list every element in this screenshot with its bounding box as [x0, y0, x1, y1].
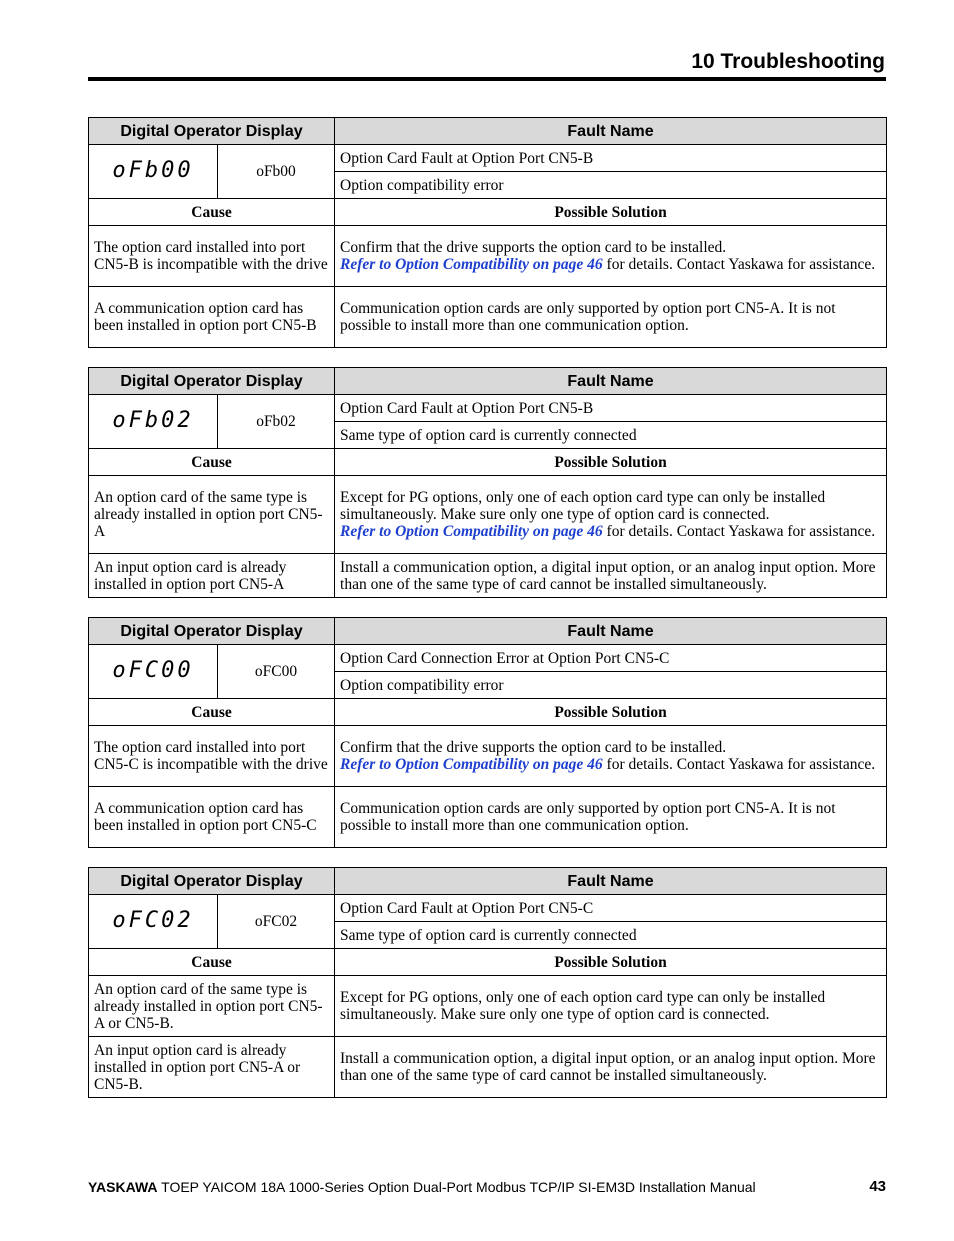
fault-table-ofb00	[88, 117, 887, 348]
col-header-display: Digital Operator Display	[89, 118, 335, 145]
page-footer	[88, 1179, 886, 1195]
solution-cell: Communication option cards are only supported by option port CN5-A. It is not possible to install more than one communication option.	[335, 287, 887, 348]
segment-display: oFC02	[89, 895, 218, 949]
page-reference-link[interactable]: Refer to Option Compatibility on page 46	[340, 756, 603, 773]
col-header-cause: Cause	[89, 949, 335, 976]
fault-code: oFC00	[218, 645, 335, 699]
fault-table-ofb02	[88, 367, 887, 598]
fault-code: oFb02	[218, 395, 335, 449]
fault-code: oFC02	[218, 895, 335, 949]
fault-name: Option Card Fault at Option Port CN5-C	[335, 895, 887, 922]
cause-cell: An input option card is already installed in option port CN5-A	[89, 554, 335, 598]
section-title: 10 Troubleshooting	[691, 50, 885, 73]
fault-name: Option Card Connection Error at Option Port CN5-C	[335, 645, 887, 672]
fault-detail: Same type of option card is currently connected	[335, 922, 887, 949]
col-header-display: Digital Operator Display	[89, 368, 335, 395]
cause-cell: A communication option card has been installed in option port CN5-B	[89, 287, 335, 348]
col-header-fault-name: Fault Name	[335, 368, 887, 395]
page-reference-link[interactable]: Refer to Option Compatibility on page 46	[340, 523, 603, 540]
col-header-cause: Cause	[89, 449, 335, 476]
segment-display: oFb02	[89, 395, 218, 449]
fault-name: Option Card Fault at Option Port CN5-B	[335, 145, 887, 172]
footer-brand: YASKAWA	[88, 1179, 158, 1195]
fault-detail: Option compatibility error	[335, 672, 887, 699]
col-header-solution: Possible Solution	[335, 949, 887, 976]
fault-table-ofc00	[88, 617, 887, 848]
col-header-fault-name: Fault Name	[335, 868, 887, 895]
segment-display: oFb00	[89, 145, 218, 199]
fault-detail: Option compatibility error	[335, 172, 887, 199]
cause-cell: The option card installed into port CN5-B is incompatible with the drive	[89, 226, 335, 287]
col-header-fault-name: Fault Name	[335, 118, 887, 145]
fault-code: oFb00	[218, 145, 335, 199]
col-header-cause: Cause	[89, 199, 335, 226]
solution-cell: Install a communication option, a digital input option, or an analog input option. More than one of the same type of card cannot be installed simultaneously.	[335, 1037, 887, 1098]
solution-cell: Except for PG options, only one of each option card type can only be installed simultaneously. Make sure only one type of option card is connected.	[335, 976, 887, 1037]
col-header-display: Digital Operator Display	[89, 618, 335, 645]
col-header-solution: Possible Solution	[335, 449, 887, 476]
solution-cell: Confirm that the drive supports the option card to be installed. Refer to Option Compatibility on page 46 for details. Contact Yaskawa for assistance.	[335, 226, 887, 287]
solution-cell: Install a communication option, a digital input option, or an analog input option. More than one of the same type of card cannot be installed simultaneously.	[335, 554, 887, 598]
cause-cell: An input option card is already installed in option port CN5-A or CN5-B.	[89, 1037, 335, 1098]
solution-cell: Confirm that the drive supports the option card to be installed. Refer to Option Compatibility on page 46 for details. Contact Yaskawa for assistance.	[335, 726, 887, 787]
fault-name: Option Card Fault at Option Port CN5-B	[335, 395, 887, 422]
col-header-cause: Cause	[89, 699, 335, 726]
col-header-display: Digital Operator Display	[89, 868, 335, 895]
cause-cell: A communication option card has been installed in option port CN5-C	[89, 787, 335, 848]
cause-cell: An option card of the same type is already installed in option port CN5-A	[89, 476, 335, 554]
col-header-solution: Possible Solution	[335, 199, 887, 226]
segment-display: oFC00	[89, 645, 218, 699]
page-reference-link[interactable]: Refer to Option Compatibility on page 46	[340, 256, 603, 273]
page-number: 43	[869, 1178, 886, 1195]
col-header-fault-name: Fault Name	[335, 618, 887, 645]
cause-cell: The option card installed into port CN5-C is incompatible with the drive	[89, 726, 335, 787]
fault-table-ofc02	[88, 867, 887, 1098]
solution-cell: Except for PG options, only one of each option card type can only be installed simultaneously. Make sure only one type of option card is connected. Refer to Option Compatibility on page 46 for details. Contact Yaskawa for assistance.	[335, 476, 887, 554]
header-rule	[88, 77, 886, 81]
solution-cell: Communication option cards are only supported by option port CN5-A. It is not possible to install more than one communication option.	[335, 787, 887, 848]
footer-manual-title: TOEP YAICOM 18A 1000-Series Option Dual-Port Modbus TCP/IP SI-EM3D Installation Manual	[161, 1179, 756, 1195]
fault-detail: Same type of option card is currently connected	[335, 422, 887, 449]
cause-cell: An option card of the same type is already installed in option port CN5-A or CN5-B.	[89, 976, 335, 1037]
col-header-solution: Possible Solution	[335, 699, 887, 726]
